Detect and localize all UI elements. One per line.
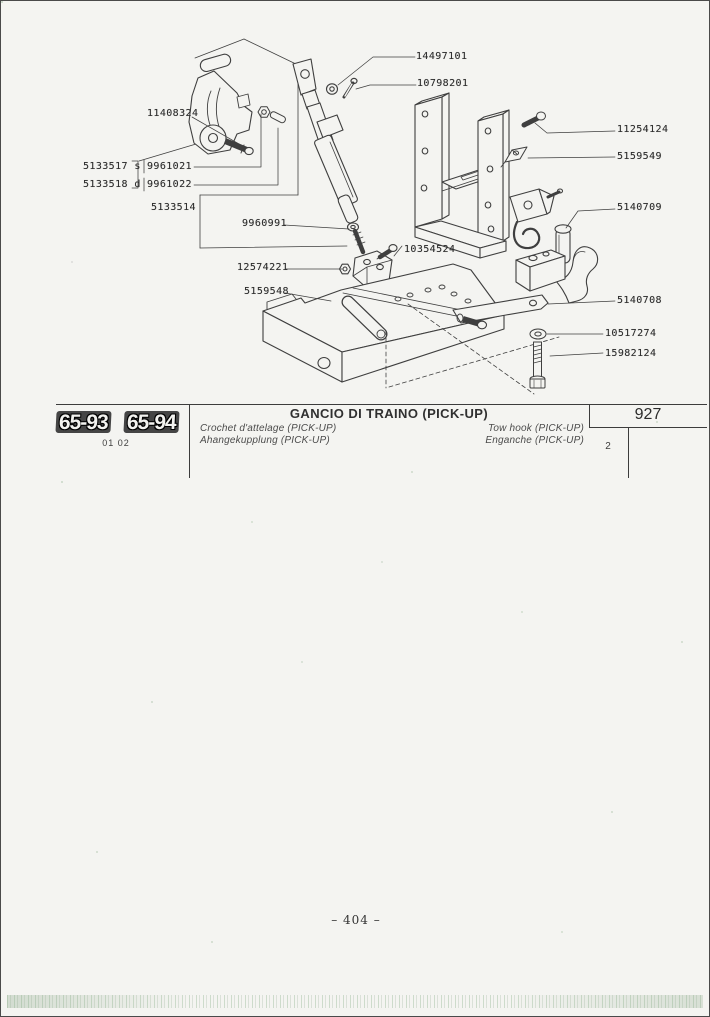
part-label-9960991: 9960991 (242, 218, 287, 229)
scanner-noise-strip (7, 995, 703, 1008)
part-label-12574221: 12574221 (237, 262, 289, 273)
part-label-5133514: 5133514 (151, 202, 196, 213)
part-label-10798201: 10798201 (417, 78, 469, 89)
scan-speckles (1, 1, 3, 3)
titleblock-rule-top (56, 404, 707, 405)
part-label-14497101: 14497101 (416, 51, 468, 62)
part-frame (415, 93, 509, 258)
table-number: 927 (634, 406, 662, 423)
part-support-bracket (189, 53, 253, 155)
part-label-9961021: 9961021 (147, 161, 192, 172)
table-title-spanish: Enganche (PICK-UP) (485, 435, 584, 446)
table-title-italian: GANCIO DI TRAINO (PICK-UP) (289, 406, 489, 421)
part-bolt-10354524 (380, 250, 391, 257)
part-label-9961022: 9961022 (147, 179, 192, 190)
model-code-stamp-1: 65-93 (55, 411, 111, 433)
part-latch (510, 189, 563, 248)
part-label-11408324: 11408324 (147, 108, 199, 119)
part-base-plate (263, 264, 548, 382)
table-title-english: Tow hook (PICK-UP) (487, 423, 584, 434)
part-label-10517274: 10517274 (605, 328, 657, 339)
part-label-5140709: 5140709 (617, 202, 662, 213)
table-title-german: Ahangekupplung (PICK-UP) (200, 435, 330, 446)
model-code-stamp-2: 65-94 (123, 411, 179, 433)
part-label-5140708: 5140708 (617, 295, 662, 306)
part-label-11254124: 11254124 (617, 124, 669, 135)
table-title-french: Crochet d'attelage (PICK-UP) (200, 423, 337, 434)
part-label-5159549: 5159549 (617, 151, 662, 162)
quantity-value: 2 (605, 441, 611, 452)
exploded-diagram-art (1, 1, 710, 401)
part-label-15982124: 15982124 (605, 348, 657, 359)
model-code-sub: 01 02 (102, 438, 130, 448)
part-label-10354524: 10354524 (404, 244, 456, 255)
page-number: – 404 – (331, 913, 381, 927)
exploded-view-diagram (1, 1, 710, 401)
part-nut-and-pin (258, 107, 286, 124)
part-washer-and-bolt (530, 329, 546, 388)
titleblock-divider-qty (628, 427, 629, 478)
titleblock-rule-under-number (589, 427, 707, 428)
part-tow-hook (516, 247, 598, 303)
part-label-5133518d: 5133518 d (83, 179, 141, 190)
part-washer-and-split-pin (327, 78, 358, 97)
part-label-5159548: 5159548 (244, 286, 289, 297)
part-label-5133517s: 5133517 s (83, 161, 141, 172)
part-bolt-11254124 (524, 112, 546, 127)
